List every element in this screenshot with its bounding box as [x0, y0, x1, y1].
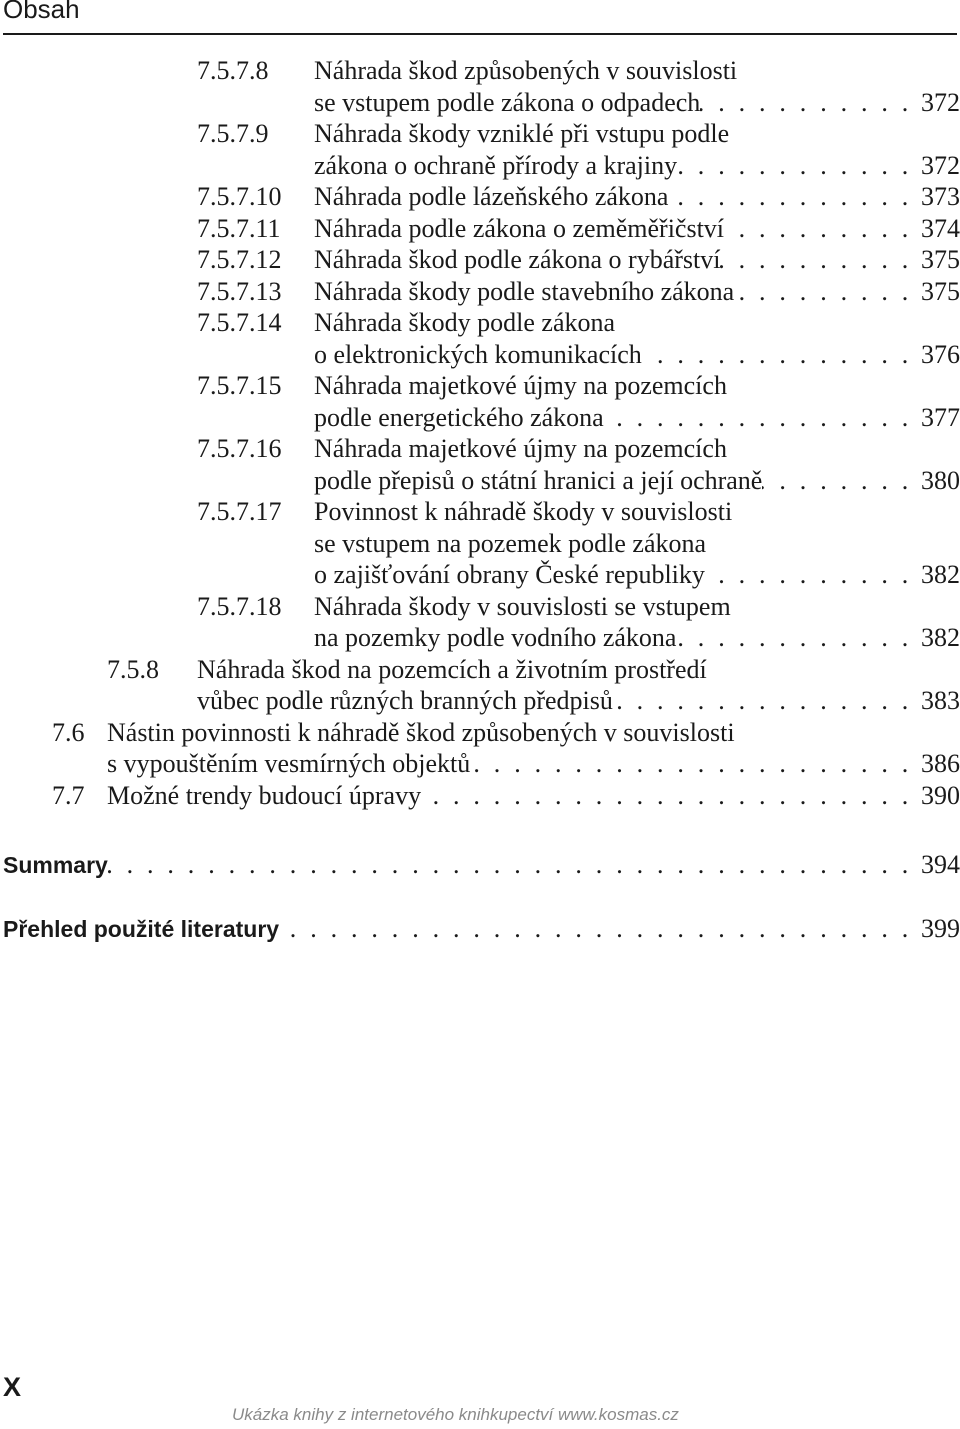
entry-page: 374 [921, 213, 960, 243]
toc-entry[interactable] [0, 496, 960, 591]
toc-entry[interactable] [0, 433, 960, 496]
entry-title-line: Náhrada škod na pozemcích a životním prostředí [197, 654, 707, 684]
toc-entry[interactable] [0, 244, 960, 276]
entry-title-line: zákona o ochraně přírody a krajiny [314, 150, 678, 180]
dot-leader [734, 276, 914, 308]
footer-watermark: Ukázka knihy z internetového knihkupectví www.kosmas.cz [232, 1405, 679, 1424]
dot-leader [724, 213, 914, 245]
dot-leader [762, 465, 914, 497]
entry-number: 7.5.7.18 [197, 591, 282, 621]
entry-number: 7.5.7.13 [197, 276, 282, 306]
entry-number: 7.7 [52, 780, 85, 810]
entry-number: 7.5.7.12 [197, 245, 282, 274]
toc-entry[interactable] [0, 181, 960, 213]
entry-number: 7.5.7.14 [197, 308, 282, 337]
dot-leader [676, 622, 914, 654]
entry-title-line: Náhrada škody podle stavebního zákona [314, 276, 735, 306]
dot-leader [668, 181, 914, 213]
section-title: Summary [3, 852, 108, 878]
entry-page: 375 [921, 245, 960, 274]
entry-number: 7.5.7.16 [197, 434, 282, 463]
toc-entry[interactable] [0, 55, 960, 118]
entry-number: 7.5.8 [107, 654, 159, 684]
entry-number: 7.5.7.8 [197, 56, 269, 85]
entry-title-line: podle přepisů o státní hranici a její ochraně [314, 465, 763, 495]
entry-number: 7.5.7.11 [197, 213, 281, 243]
section-page: 399 [921, 914, 960, 943]
dot-leader [108, 850, 914, 880]
dot-leader [604, 402, 914, 434]
toc-entry[interactable] [0, 276, 960, 308]
entry-title-line: podle energetického zákona [314, 402, 604, 432]
dot-leader [720, 244, 914, 276]
entry-title-line: se vstupem na pozemek podle zákona [314, 528, 707, 558]
entry-title-line: Náhrada škody podle zákona [314, 308, 616, 337]
entry-page: 372 [921, 150, 960, 180]
entry-page: 386 [921, 749, 960, 778]
section-title: Přehled použité literatury [3, 916, 280, 942]
toc-entry[interactable] [0, 307, 960, 370]
entry-title-line: Náhrada škody vzniklé při vstupu podle [314, 119, 730, 148]
entry-title-line: Náhrada majetkové újmy na pozemcích [314, 371, 727, 400]
entry-page: 377 [921, 402, 960, 432]
header-rule [3, 33, 957, 35]
entry-title-line: Náhrada majetkové újmy na pozemcích [314, 434, 727, 463]
entry-title-line: s vypouštěním vesmírných objektů [107, 749, 471, 778]
entry-page: 382 [921, 623, 960, 652]
dot-leader [700, 87, 914, 119]
toc-section-literature[interactable] [3, 914, 960, 944]
entry-title-line: o zajišťování obrany České republiky [314, 560, 705, 589]
dot-leader [421, 780, 914, 812]
table-of-contents [0, 55, 960, 811]
entry-number: 7.5.7.10 [197, 182, 282, 211]
entry-number: 7.6 [52, 717, 85, 747]
page-header-title: Obsah [3, 0, 80, 24]
toc-entry[interactable] [0, 717, 960, 780]
entry-title-line: Povinnost k náhradě škody v souvislosti [314, 497, 733, 526]
dot-leader [613, 685, 914, 717]
entry-number: 7.5.7.15 [197, 371, 282, 400]
dot-leader [642, 339, 914, 371]
toc-section-summary[interactable] [3, 850, 960, 880]
entry-page: 373 [921, 182, 960, 211]
entry-page: 376 [921, 339, 960, 369]
toc-entry[interactable] [0, 780, 960, 812]
entry-page: 383 [921, 686, 960, 715]
entry-title-line: o elektronických komunikacích [314, 339, 642, 369]
entry-page: 380 [921, 465, 960, 495]
entry-title-line: Náhrada škody v souvislosti se vstupem [314, 591, 731, 621]
entry-title-line: Nástin povinnosti k náhradě škod způsobených v souvislosti [107, 717, 735, 747]
dot-leader [705, 559, 914, 591]
toc-entry[interactable] [0, 213, 960, 245]
dot-leader [677, 150, 914, 182]
toc-entry[interactable] [0, 370, 960, 433]
entry-title-line: Možné trendy budoucí úpravy [107, 780, 422, 810]
entry-title-line: Náhrada škod způsobených v souvislosti [314, 56, 738, 85]
entry-title-line: vůbec podle různých branných předpisů [197, 686, 613, 715]
dot-leader [470, 748, 914, 780]
section-page: 394 [921, 850, 960, 879]
entry-title-line: na pozemky podle vodního zákona [314, 623, 677, 652]
toc-entry[interactable] [0, 591, 960, 654]
entry-number: 7.5.7.9 [197, 119, 269, 148]
page-number-mark: X [3, 1372, 22, 1402]
entry-title-line: Náhrada škod podle zákona o rybářství [314, 245, 721, 274]
toc-entry[interactable] [0, 118, 960, 181]
entry-title-line: se vstupem podle zákona o odpadech [314, 87, 701, 117]
entry-page: 372 [921, 87, 960, 117]
toc-entry[interactable] [0, 654, 960, 717]
dot-leader [279, 914, 914, 944]
entry-page: 390 [921, 780, 960, 810]
entry-page: 382 [921, 560, 960, 589]
entry-title-line: Náhrada podle lázeňského zákona [314, 182, 669, 211]
entry-title-line: Náhrada podle zákona o zeměměřičství [314, 213, 725, 243]
entry-number: 7.5.7.17 [197, 497, 282, 526]
entry-page: 375 [921, 276, 960, 306]
